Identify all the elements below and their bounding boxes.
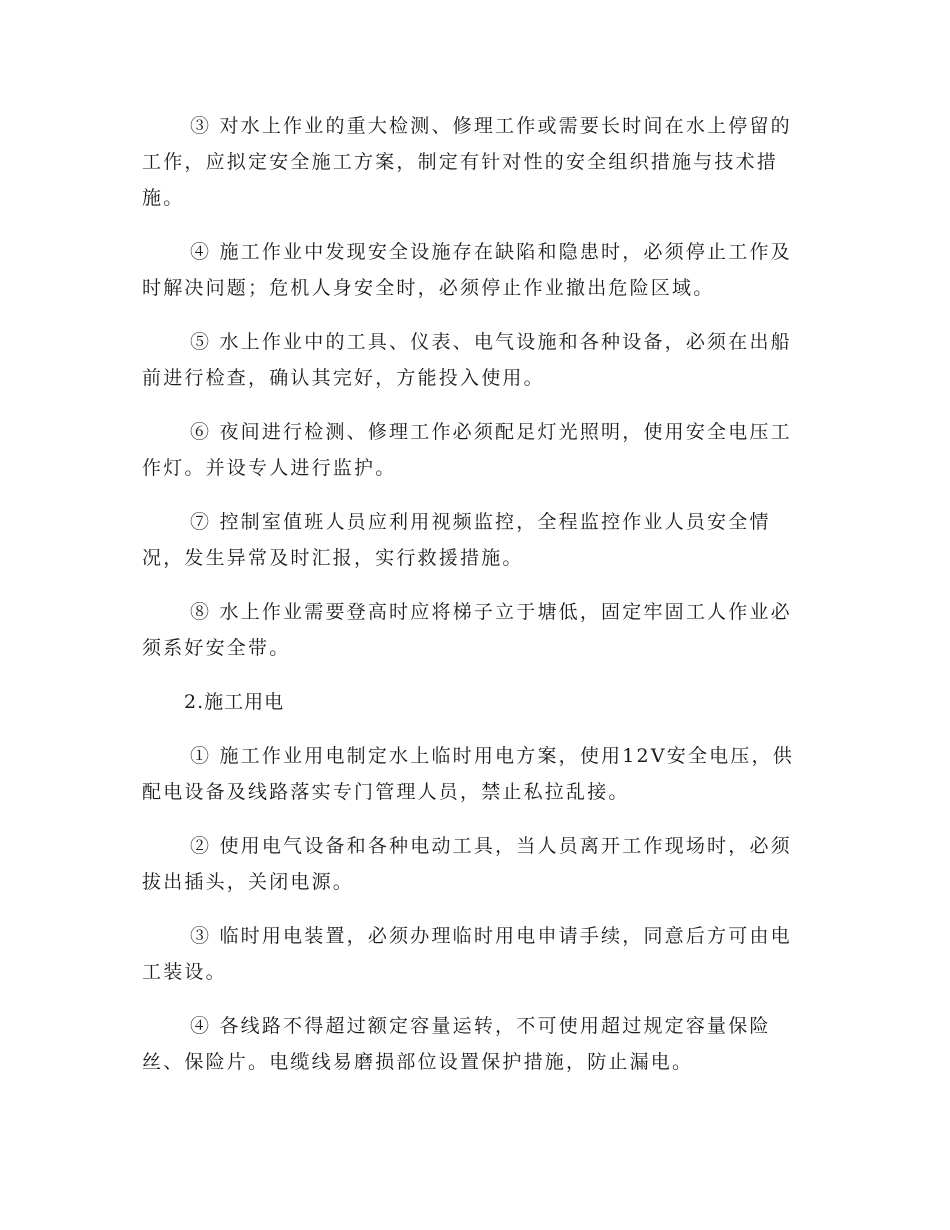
paragraph-item-7: ⑦ 控制室值班人员应利用视频监控，全程监控作业人员安全情况，发生异常及时汇报，实行救援措施。 (142, 511, 771, 569)
section-heading: 2.施工用电 (184, 691, 285, 713)
paragraph-power-item-2: ② 使用电气设备和各种电动工具，当人员离开工作现场时，必须拔出插头，关闭电源。 (142, 835, 792, 893)
paragraph-power-item-3: ③ 临时用电装置，必须办理临时用电申请手续，同意后方可由电工装设。 (142, 925, 792, 983)
paragraph-item-4: ④ 施工作业中发现安全设施存在缺陷和隐患时，必须停止工作及时解决问题；危机人身安全时，必须停止作业撤出危险区域。 (142, 241, 792, 299)
paragraph-item-6: ⑥ 夜间进行检测、修理工作必须配足灯光照明，使用安全电压工作灯。并设专人进行监护。 (142, 421, 792, 479)
paragraph-power-item-4: ④ 各线路不得超过额定容量运转，不可使用超过规定容量保险丝、保险片。电缆线易磨损部位设置保护措施，防止漏电。 (142, 1015, 771, 1073)
paragraph-power-item-1: ① 施工作业用电制定水上临时用电方案，使用12V安全电压，供配电设备及线路落实专门管理人员，禁止私拉乱接。 (142, 745, 794, 803)
paragraph-item-8: ⑧ 水上作业需要登高时应将梯子立于塘低，固定牢固工人作业必须系好安全带。 (142, 601, 792, 659)
paragraph-item-5: ⑤ 水上作业中的工具、仪表、电气设施和各种设备，必须在出船前进行检查，确认其完好，方能投入使用。 (142, 331, 792, 389)
paragraph-item-3: ③ 对水上作业的重大检测、修理工作或需要长时间在水上停留的工作，应拟定安全施工方案，制定有针对性的安全组织措施与技术措施。 (142, 115, 792, 209)
